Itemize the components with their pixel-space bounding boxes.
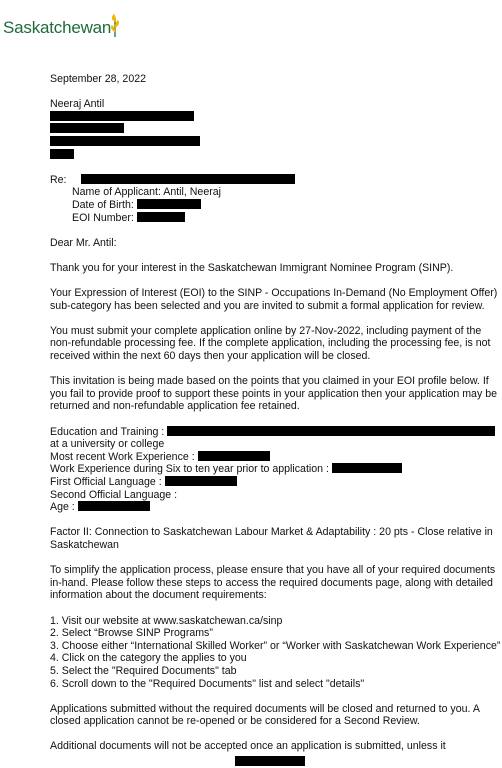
dob-label: Date of Birth: bbox=[72, 198, 134, 211]
redacted-address-4 bbox=[50, 149, 502, 162]
redacted-address-3 bbox=[50, 136, 502, 149]
applicant-line: Name of Applicant: Antil, Neeraj bbox=[72, 186, 221, 199]
step-1: 1. Visit our website at www.saskatchewan.ca/sinp bbox=[50, 614, 283, 627]
education-suffix: at a university or college bbox=[50, 438, 165, 451]
education-label: Education and Training : bbox=[50, 425, 165, 438]
paragraph-points: This invitation is being made based on the points that you claimed in your EOI profile below. If you fail to provide proof to support these points in your application then your application may be returned and non-refundable application fee retained. bbox=[50, 375, 497, 413]
redacted-footer bbox=[235, 756, 305, 766]
paragraph-thanks: Thank you for your interest in the Saskatchewan Immigrant Nominee Program (SINP). bbox=[50, 261, 454, 274]
factor-ii: Factor II: Connection to Saskatchewan Labour Market & Adaptability : 20 pts - Close relative in Saskatchewan bbox=[50, 526, 493, 551]
paragraph-selected: Your Expression of Interest (EOI) to the SINP - Occupations In-Demand (No Employment Offer) sub-category has been selected and you are invited to submit a formal application for review. bbox=[50, 287, 498, 312]
step-2: 2. Select “Browse SINP Programs” bbox=[50, 627, 213, 640]
step-3: 3. Choose either “International Skilled Worker” or “Worker with Saskatchewan Work Experience” bbox=[50, 639, 501, 652]
paragraph-closed: Applications submitted without the required documents will be closed and returned to you. A closed application cannot be re-opened or be considered for a Second Review. bbox=[50, 702, 480, 728]
eoi-line bbox=[50, 212, 502, 225]
re-label: Re: bbox=[50, 173, 67, 186]
work-6-10-line bbox=[50, 463, 502, 476]
redacted-address-1 bbox=[50, 111, 502, 124]
first-language-line bbox=[50, 476, 502, 489]
salutation: Dear Mr. Antil: bbox=[50, 236, 117, 249]
step-6: 6. Scroll down to the "Required Documents" list and select "details" bbox=[50, 677, 365, 690]
second-language-line: Second Official Language : bbox=[50, 488, 178, 501]
eoi-label: EOI Number: bbox=[72, 211, 134, 224]
saskatchewan-logo bbox=[3, 18, 111, 38]
redacted-address-2 bbox=[50, 123, 502, 136]
letter-body bbox=[50, 73, 502, 753]
recent-work-line bbox=[50, 451, 502, 464]
age-line bbox=[50, 501, 502, 514]
step-5: 5. Select the "Required Documents" tab bbox=[50, 664, 237, 677]
work-6-10-label: Work Experience during Six to ten year prior to application : bbox=[50, 463, 329, 476]
step-4: 4. Click on the category the applies to you bbox=[50, 652, 247, 665]
dob-line bbox=[50, 199, 502, 212]
recent-work-label: Most recent Work Experience : bbox=[50, 450, 195, 463]
education-line bbox=[50, 426, 502, 439]
logo-text: Saskatchewan bbox=[3, 18, 112, 37]
re-line bbox=[50, 174, 502, 187]
paragraph-additional: Additional documents will not be accepted once an application is submitted, unless it bbox=[50, 740, 446, 753]
paragraph-deadline: You must submit your complete application online by 27-Nov-2022, including payment of the non-refundable processing fee. If the complete application, including the processing fee, is not received within the next 60 days then your application will be closed. bbox=[50, 324, 491, 363]
wheat-icon bbox=[108, 14, 122, 38]
first-language-label: First Official Language : bbox=[50, 476, 162, 488]
recipient-name: Neeraj Antil bbox=[50, 98, 105, 111]
paragraph-simplify: To simplify the application process, please ensure that you have all of your required documents in-hand. Please follow these steps to access the required documents page, along with detailed information about the document requirements: bbox=[50, 564, 496, 602]
age-label: Age : bbox=[50, 501, 75, 514]
letter-date: September 28, 2022 bbox=[50, 73, 147, 85]
